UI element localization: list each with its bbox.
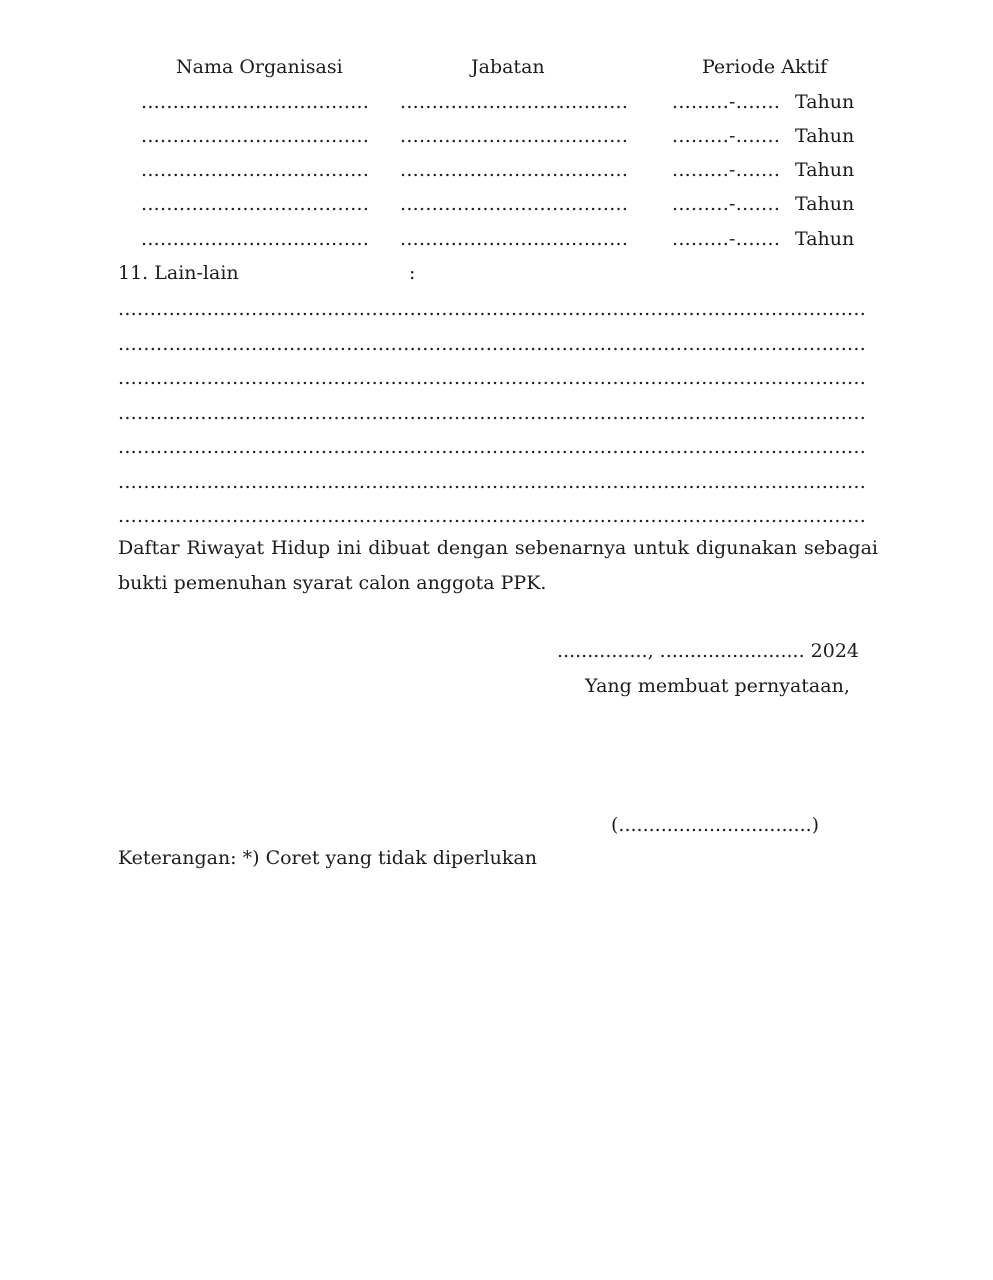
org-position-blank[interactable]: .................................... [400,193,629,215]
org-name-blank[interactable]: .................................... [141,228,370,250]
org-name-blank[interactable]: .................................... [141,193,370,215]
org-period-blank[interactable]: .........-....... [672,193,781,215]
note-keterangan: Keterangan: *) Coret yang tidak diperlukan [118,847,537,869]
signature-caption: Yang membuat pernyataan, [585,675,850,697]
header-periode-aktif: Periode Aktif [702,56,828,78]
org-position-blank[interactable]: .................................... [400,228,629,250]
place-date-line[interactable]: ..............., ........................ 2024 [557,640,860,662]
org-position-blank[interactable]: .................................... [400,159,629,181]
lain-lain-line[interactable]: ...................................................................................................................... [118,505,867,527]
org-name-blank[interactable]: .................................... [141,159,370,181]
lain-lain-line[interactable]: ...................................................................................................................... [118,436,867,458]
org-position-blank[interactable]: .................................... [400,125,629,147]
org-period-blank[interactable]: .........-....... [672,91,781,113]
period-unit: Tahun [795,193,855,215]
lain-lain-line[interactable]: ...................................................................................................................... [118,298,867,320]
section-11-colon: : [409,262,416,284]
period-unit: Tahun [795,228,855,250]
period-unit: Tahun [795,125,855,147]
header-nama-organisasi: Nama Organisasi [176,56,343,78]
lain-lain-line[interactable]: ...................................................................................................................... [118,471,867,493]
period-unit: Tahun [795,159,855,181]
period-unit: Tahun [795,91,855,113]
statement-paragraph: Daftar Riwayat Hidup ini dibuat dengan sebenarnya untuk digunakan sebagai bukti pemenuhan syarat calon anggota PPK. [118,537,878,594]
lain-lain-line[interactable]: ...................................................................................................................... [118,402,867,424]
org-position-blank[interactable]: .................................... [400,91,629,113]
header-jabatan: Jabatan [471,56,545,78]
lain-lain-line[interactable]: ...................................................................................................................... [118,367,867,389]
lain-lain-line[interactable]: ...................................................................................................................... [118,333,867,355]
section-11-label: 11. Lain-lain [118,262,239,284]
org-period-blank[interactable]: .........-....... [672,159,781,181]
org-period-blank[interactable]: .........-....... [672,125,781,147]
org-name-blank[interactable]: .................................... [141,125,370,147]
org-name-blank[interactable]: .................................... [141,91,370,113]
signature-name-blank[interactable]: (................................) [611,814,820,836]
org-period-blank[interactable]: .........-....... [672,228,781,250]
